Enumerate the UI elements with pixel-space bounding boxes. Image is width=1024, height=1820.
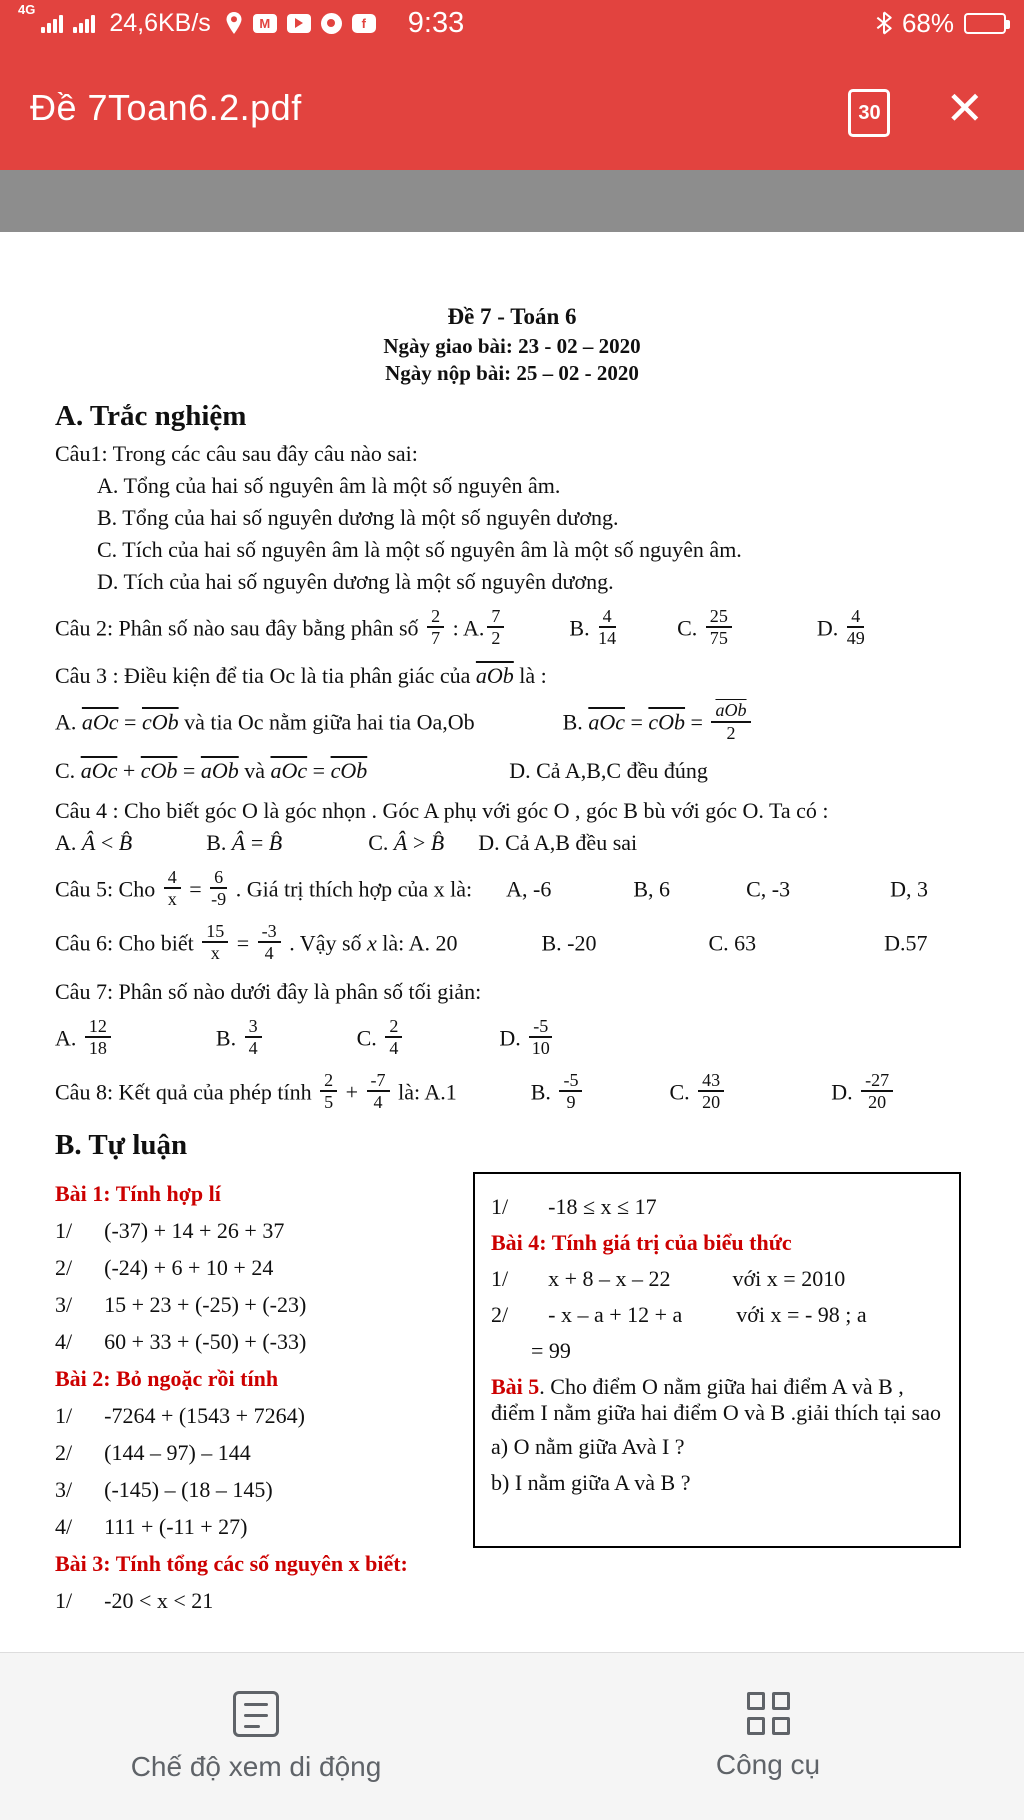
doc-line (491, 1302, 943, 1330)
text-run: = (245, 829, 269, 855)
status-bar (0, 0, 1024, 46)
text-run: 3/ (55, 1292, 73, 1318)
text-run: là: A. 20 (376, 930, 458, 956)
text-run: Bài 5 (491, 1374, 540, 1400)
fraction: $\frac{-5}{9}$ (559, 1070, 582, 1112)
text-run: A, -6 (506, 876, 552, 902)
text-run: -18 ≤ x ≤ 17 (548, 1194, 657, 1220)
text-run: $\overline{cOb}$ (330, 757, 368, 783)
facebook-icon: f (352, 14, 376, 33)
text-run: C. Tích của hai số nguyên âm là một số nguyên âm là một số nguyên âm. (97, 537, 742, 562)
text-run: $\overline{aOc}$ (270, 757, 308, 783)
text-run: Câu 3 : Điều kiện để tia Oc là tia phân giác của (55, 663, 476, 689)
text-run: Câu 2: Phân số nào sau đây bằng phân số (55, 615, 425, 641)
bottom-toolbar (0, 1652, 1024, 1820)
text-run: B. (569, 615, 596, 641)
text-run: > (407, 829, 431, 855)
text-run: Bài 3: Tính tổng các số nguyên x biết: (55, 1551, 408, 1577)
fraction: $\frac{43}{20}$ (698, 1070, 724, 1112)
fraction: $\frac{2}{7}$ (427, 606, 444, 648)
exam-title: Đề 7 - Toán 6 (447, 304, 577, 329)
section-a-heading: A. Trắc nghiệm (55, 400, 247, 432)
doc-line (55, 700, 969, 745)
text-run: (144 – 97) – 144 (104, 1440, 251, 1466)
text-run: (-24) + 6 + 10 + 24 (104, 1255, 274, 1281)
fraction: $\frac{-3}{4}$ (258, 921, 281, 963)
doc-line (55, 505, 969, 533)
text-run: x (367, 930, 377, 956)
text-run: A. (55, 709, 82, 735)
doc-line (55, 473, 969, 501)
text-run: 111 + (-11 + 27) (104, 1514, 248, 1540)
fraction: $\frac{4}{x}$ (164, 867, 181, 909)
tools-button[interactable] (512, 1653, 1024, 1820)
doc-line (55, 830, 969, 858)
text-run: Â (231, 829, 246, 855)
text-run: Bài 4: Tính giá trị của biểu thức (491, 1230, 792, 1256)
doc-line (55, 921, 969, 966)
text-run: D. (831, 1079, 859, 1105)
text-run: C. (677, 615, 703, 641)
doc-line (55, 979, 969, 1007)
section-b-heading: B. Tự luận (55, 1129, 188, 1162)
text-run: D. (816, 615, 844, 641)
text-run: $\overline{aOc}$ (81, 709, 119, 735)
text-run: Câu1: Trong các câu sau đây câu nào sai: (55, 441, 418, 466)
fraction: $\overline{aOb}$ 2 (711, 700, 750, 742)
location-icon (225, 11, 243, 35)
doc-line (55, 1514, 455, 1542)
text-run: -7264 + (1543 + 7264) (104, 1403, 305, 1429)
doc-line (55, 798, 969, 826)
fraction: $\frac{2}{4}$ (385, 1016, 402, 1058)
doc-line (55, 537, 969, 565)
text-run: $\overline{cOb}$ (648, 709, 686, 735)
text-run: với x = - 98 ; a (736, 1302, 867, 1328)
youtube-icon (287, 14, 311, 33)
fraction: $\frac{-27}{20}$ (861, 1070, 893, 1112)
mobile-view-label: Chế độ xem di động (130, 1750, 382, 1782)
doc-line (55, 758, 969, 786)
tools-grid-icon (747, 1692, 790, 1735)
text-run: (-145) – (18 – 145) (104, 1477, 273, 1503)
text-run: 60 + 33 + (-50) + (-33) (104, 1329, 307, 1355)
fraction: $\frac{-7}{4}$ (367, 1070, 390, 1112)
text-run: Bài 1: Tính hợp lí (55, 1181, 221, 1207)
file-title: Đề 7Toan6.2.pdf (30, 87, 302, 128)
doc-line (491, 1194, 943, 1222)
fraction: $\frac{4}{14}$ (598, 606, 617, 649)
text-run: B. -20 (541, 930, 597, 956)
essay-section (55, 1172, 969, 1625)
doc-line (491, 1470, 943, 1498)
fraction: $\frac{4}{49}$ (846, 606, 865, 649)
text-run: = (183, 876, 208, 902)
multiple-choice-section (55, 441, 969, 1115)
text-run: C. (669, 1079, 696, 1105)
text-run: (-37) + 14 + 26 + 37 (104, 1218, 285, 1244)
text-run: B̂ (430, 829, 445, 855)
text-run: = 99 (531, 1338, 571, 1364)
text-run: a) O nằm giữa Avà I ? (491, 1434, 685, 1460)
text-run: 2/ (55, 1440, 73, 1466)
text-run: A. Tổng của hai số nguyên âm là một số nguyên âm. (97, 473, 561, 498)
text-run: D. Cả A,B,C đều đúng (509, 757, 708, 783)
doc-line (55, 441, 969, 469)
text-run: 2/ (491, 1302, 509, 1328)
doc-line (55, 1477, 455, 1505)
reader-mode-icon (233, 1691, 279, 1737)
text-run: B, 6 (633, 876, 671, 902)
text-run: A. (55, 1024, 82, 1050)
text-run: B̂ (118, 829, 133, 855)
fraction: $\frac{-5}{10}$ (529, 1016, 552, 1058)
doc-line (55, 569, 969, 597)
text-run: = (307, 757, 331, 783)
text-run: với x = 2010 (732, 1266, 846, 1292)
text-run: và (238, 757, 271, 783)
network-speed: 24,6KB/s (109, 8, 211, 37)
doc-line (55, 606, 969, 651)
text-run: $\overline{aOc}$ (588, 709, 625, 735)
doc-line (55, 1070, 969, 1115)
text-run: D.57 (884, 930, 928, 956)
text-run: b) I nằm giữa A và B ? (491, 1470, 691, 1496)
text-run: Câu 6: Cho biết (55, 930, 200, 956)
network-type-label: 4G (18, 2, 36, 17)
text-run: $\overline{cOb}$ (140, 757, 178, 783)
clock: 9:33 (407, 6, 465, 39)
doc-line (55, 1292, 455, 1320)
text-run: $\overline{cOb}$ (141, 709, 179, 735)
text-run: B. (562, 709, 589, 735)
text-run: $\overline{aOc}$ (80, 757, 118, 783)
doc-line (491, 1338, 943, 1366)
text-run: Câu 5: Cho (55, 876, 161, 902)
date-given: Ngày giao bài: 23 - 02 – 2020 (383, 334, 641, 358)
text-run: + (117, 757, 141, 783)
doc-line (55, 866, 969, 912)
signal-icon-sim1 (41, 13, 63, 33)
doc-line (55, 1551, 455, 1579)
doc-line (55, 1218, 455, 1246)
doc-line (55, 1015, 969, 1061)
text-run: 1/ (55, 1403, 73, 1429)
doc-line (55, 1255, 455, 1283)
text-run: D, 3 (890, 876, 928, 902)
text-run: . Cho điểm O nằm giữa hai điểm A và B , điểm I nằm giữa hai điểm O và B .giải thích tại sao (491, 1374, 941, 1426)
doc-line (55, 1329, 455, 1357)
text-run: . Vậy số (283, 930, 368, 956)
text-run: = (685, 709, 709, 735)
doc-line (55, 1588, 455, 1616)
page-count-badge: 30 (848, 89, 890, 137)
doc-line (491, 1374, 943, 1426)
text-run: 1/ (55, 1218, 73, 1244)
doc-line (55, 1366, 455, 1394)
text-run: Câu 8: Kết quả của phép tính (55, 1079, 318, 1105)
text-run: là: A.1 (392, 1079, 457, 1105)
text-run: = (624, 709, 649, 735)
fraction: $\frac{3}{4}$ (245, 1016, 262, 1058)
text-run: < (95, 829, 119, 855)
fraction: $\frac{7}{2}$ (487, 606, 504, 648)
pdf-viewer-background (0, 170, 1024, 232)
doc-line (491, 1266, 943, 1294)
gmail-icon: M (253, 14, 277, 33)
text-run: : A. (447, 615, 485, 641)
battery-percent: 68% (901, 7, 954, 38)
text-run: D. Cả A,B đều sai (478, 829, 638, 855)
doc-line (55, 1440, 455, 1468)
text-run: $\overline{aOb}$ (475, 663, 514, 689)
text-run: 1/ (55, 1588, 73, 1614)
text-run: Â (393, 829, 408, 855)
text-run: 3/ (55, 1477, 73, 1503)
text-run: Bài 2: Bỏ ngoặc rồi tính (55, 1366, 279, 1392)
fraction: $\frac{2}{5}$ (320, 1070, 337, 1112)
fraction: $\frac{12}{18}$ (85, 1016, 111, 1058)
doc-line (55, 1181, 455, 1209)
doc-line (55, 1403, 455, 1431)
app-header (0, 46, 1024, 170)
text-run: . Giá trị thích hợp của x là: (230, 876, 473, 902)
text-run: D. Tích của hai số nguyên dương là một số nguyên dương. (97, 569, 614, 594)
doc-line (491, 1230, 943, 1258)
text-run: - x – a + 12 + a (548, 1302, 683, 1328)
text-run: 2/ (55, 1255, 73, 1281)
text-run: Â (81, 829, 96, 855)
text-run: C. (356, 1024, 383, 1050)
text-run: Câu 7: Phân số nào dưới đây là phân số tối giản: (55, 978, 482, 1004)
fraction: $\frac{15}{x}$ (202, 921, 228, 963)
close-button[interactable]: ✕ (945, 82, 984, 134)
mobile-view-button[interactable] (0, 1653, 512, 1820)
text-run: và tia Oc nằm giữa hai tia Oa,Ob (178, 709, 475, 735)
text-run: $\overline{aOb}$ (200, 757, 239, 783)
text-run: = (177, 757, 201, 783)
text-run: -20 < x < 21 (104, 1588, 214, 1614)
battery-icon (964, 13, 1006, 34)
text-run: B. (530, 1079, 557, 1105)
fraction: $\frac{6}{-9}$ (211, 866, 227, 910)
text-run: x + 8 – x – 22 (548, 1266, 671, 1292)
text-run: 1/ (491, 1194, 509, 1220)
text-run: = (118, 709, 142, 735)
text-run: B. (215, 1024, 242, 1050)
text-run: là : (513, 663, 547, 689)
pdf-page[interactable] (0, 232, 1024, 1661)
signal-icon-sim2 (73, 13, 95, 33)
doc-line (491, 1434, 943, 1462)
text-run: C. (368, 829, 394, 855)
text-run: + (340, 1079, 364, 1105)
fraction: $\frac{25}{75}$ (706, 606, 732, 648)
text-run: D. (499, 1024, 527, 1050)
text-run: C. (55, 757, 81, 783)
text-run: B̂ (268, 829, 283, 855)
text-run: 4/ (55, 1514, 73, 1540)
text-run: 4/ (55, 1329, 73, 1355)
text-run: 15 + 23 + (-25) + (-23) (104, 1292, 307, 1318)
text-run: = (231, 930, 255, 956)
essay-right-column-box (473, 1172, 961, 1548)
essay-left-column (55, 1172, 455, 1625)
app-circle-icon (321, 13, 342, 34)
date-due: Ngày nộp bài: 25 – 02 - 2020 (385, 361, 639, 385)
text-run: C. 63 (708, 930, 757, 956)
text-run: 1/ (491, 1266, 509, 1292)
text-run: A. (55, 829, 82, 855)
doc-line (55, 663, 969, 691)
text-run: C, -3 (746, 876, 791, 902)
text-run: B. (206, 829, 232, 855)
text-run: B. Tổng của hai số nguyên dương là một số nguyên dương. (97, 505, 619, 530)
page-count-button[interactable] (838, 79, 890, 137)
bluetooth-icon (876, 10, 892, 36)
text-run: Câu 4 : Cho biết góc O là góc nhọn . Góc A phụ với góc O , góc B bù với góc O. Ta có : (55, 797, 829, 823)
tools-label: Công cụ (715, 1749, 821, 1780)
